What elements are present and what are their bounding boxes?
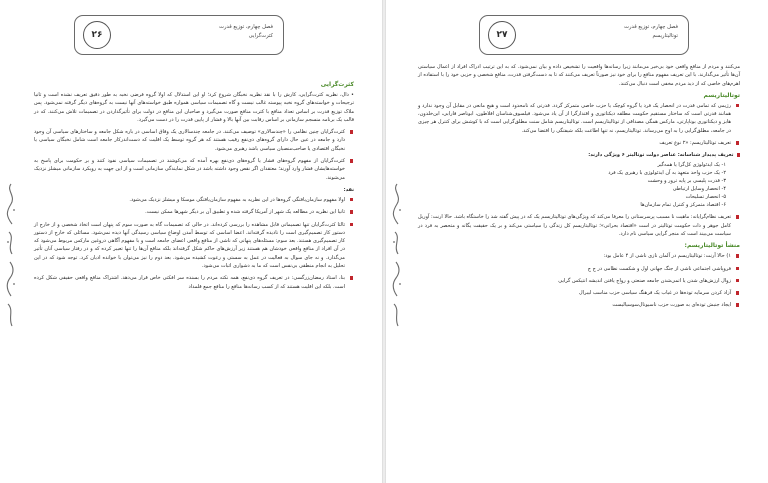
bullet-item: تعریف توتالیتاریسم: «۲ نوع تعریف [418, 139, 740, 147]
paragraph: می‌کنند و مردم از منافع واقعی خود بی‌خبر می‌مانند زیرا رسانه‌ها واقعیت را تشخیص داده و بیان نمی‌شود. که به این ترتیب ادراک افراد از اعمال سیاستی آن‌ها تأثیر می‌گذارند. با این تعریف مفهوم منافع را برای خود نیز صورتاً تعریف می‌کنند که تا به دست‌گرفتن قدرت، منافع شخصی و حزبی خود را با استفاده از اهرم‌های خاصی که از دید مردم مخفی است دنبال می‌کنند. [418, 64, 740, 87]
bullet-item: کثرت‌گرایان چنین نظامی را «چندسالاری» توصیف می‌کنند. در جامعه چندسالاری یک وفاق اساسی در باره شکل جامعه و ساختارهای سیاسی آن وجود دارد و جامعه در عین حال دارای گروه‌های ذی‌نفع رقیب هستند که هر گروه توسط یک اقلیت که دست‌اندرکار جامعه است شامل نخبگان سیاسی یا نخبگان اقتصادی یا صاحب‌منصبان سیاسی باشد رهبری می‌شود. [34, 128, 354, 153]
bullet-item: ثالثا کثرت‌گرایان تنها تصمیماتی قابل مشاهده را بررسی کرده‌اند. در حالی که تصمیمات گاه به صورت سوم که پنهان است اتخاذ شخصی و از خارج از دستور کار تصمیم‌گیری است را نادیده گرفته‌اند. اعضا اساسی که توسط آمدن اوضاع سیاسی رسیدگی آنها دیده نمی‌شود. مسائلی که خارج از دستور کار تصمیم‌گیری هستند. بعد سوم: مسئله‌های پنهانی که ناشی از منافع واقعی اعضای جامعه است و با مفهوم آگاهی دروغین مارکس مربوط می‌شود که در آن افراد از منافع واقعی خودشان هم هستند زیر آرزش‌های حاکم شکل گرفته‌اند بلکه منافع آن‌ها را تنها تعبیر کرده که و در رفتار سیاسی آنان تأثیر می‌گذارد. و نه جای سوال به فعالیت در عمل به سستی و رعوت کشیده می‌شود. بعد دوم را نیز می‌توان با خوانده ادیان کرد. توجه شود که در این تحلیل به انجام منطقی بی‌نفس است که ما به دشواری اثبات می‌شود. [34, 221, 354, 271]
header-text [624, 23, 678, 41]
bullet-item: تعریف نظام‌گرایانه: ماهیت نا مسبب پرسرستانی را معرفا می‌کند که ویژگی‌های توتالیتاریسم یک که در پیش گفته شد را خاستگاه باشد. حالا ارنت: آوریل کامل جوهر و ذات حکومت توتالیتر در است «اقتصاد بحرانی»؛ توتالیتاریسم کل زندگی را سیاستی می‌کند و بر یک حقیقت یگانه و متحصر به فرد در سیاست می‌بیند است که منجر گرایی سیاسی نام دارد. [418, 213, 740, 238]
page-number: ۲۶ [83, 21, 111, 49]
definition-label [418, 151, 740, 159]
critique-label: نقد: [343, 186, 354, 193]
chapter-title: فصل چهارم، توزیع قدرت [219, 24, 273, 30]
bullet-item: رژیمی که تمامی قدرت در انحصار یک فرد یا گروه کوچک یا حزب خاصی متمرکز گردد. قدرتی که نامحدود است و هیچ مانعی در مقابل آن وجود ندارد و همانند قدرتی است که ساختار مستقیم حکومت مطلقه دیکتاتوری و اقتدارگرا از آن یاد می‌شود. فیلسوف‌شناسان افلاطون، ابوناصر فارابی، ابن‌خلدون، هابز و دیکتاتوری بوناپارتی، مارکس همگی مصداقی از توتالیتاریسم است. توتالیتاریسم شامل سنت مطلق‌گرایی است که با کوشش برای کنترل هر چیزی در جامعه، مطلق‌گرایی را به اوج می‌رساند. توتالیتاریسم، نه تنها اطاعت بلکه شیفتگی را اقتضا می‌کند. [418, 102, 740, 135]
page-header [479, 15, 689, 55]
page-body [418, 63, 740, 314]
bullet-item: کثرت‌گرایان از مفهوم گروه‌های فشار یا گروه‌های ذی‌نفع بهره آمده که می‌کوشند در تصمیمات سیاسی نفوذ کنند و بر حکومت برای پاسخ به خواسته‌هایشان فشار وارد آورند؛ معتقدان اگر نقص وجود داشته باشد در شکل نمایندگی سازمانی است و از این جهت به رویکرد سازمانی میشلز نزدیک می‌شوند. [34, 157, 354, 182]
numbered-list [418, 161, 740, 209]
bullet-marker [737, 153, 741, 157]
right-page [386, 0, 768, 483]
paragraph: • دال، نظریه کثرت‌گرایی، کارش را با نقد نظریه نخبگان شروع کرد؛ او این استدلال که اولا گروه فرضی نخبه به طور دقیق تعریف نشده است و ثانیا ترجیحات و خواسته‌های گروه نخبه پیوسته غالب نیست و گاه تصمیمات سیاسی همواره طبق خواسته‌های آنها نیست به گروه‌های دیگر گرفته نمی‌شود. پس ملاک توزیع قدرت بر اساس تعداد منافع با کثرت منافع صورت می‌گیرد و صاحبان این منافع در دولت برای تأثیرگذاردن در تصمیمات تلاش می‌کنند. که در قالب یک برنامه منسجم سازمانی بر اساس رقابت بین آنها بالا و فشار از پایین قدرت را در دست می‌گیرد. [34, 92, 354, 123]
bullet-item: ایجاد جنبش توده‌ای به صورت حزب ناسیونال‌سوسیالیست [418, 301, 740, 309]
list-item: ۳- قدرت پلیسی بر پایه ترور و وحشت [647, 178, 726, 185]
section-title: کثرت‌گرایی [320, 81, 354, 88]
bullet-item: ۱) حالا آرنت: توتالیتاریسم در آلمان نازی ناشی از ۴ عامل بود: [418, 252, 740, 260]
list-item: ۱- یک ایدئولوژی کل‌گرا یا همه‌گیر [657, 162, 726, 169]
bullet-item: آزاد کردن سرمایه توده‌ها در غیاب یک فرهنگ سیاسی حزب مناسب لیبرال [418, 289, 740, 297]
header-text [219, 23, 273, 41]
section-header: کثرت‌گرایی [248, 33, 273, 39]
section-title: توتالیتاریسم [703, 91, 740, 99]
list-item: ۲- یک حزب واحد متعهد به آن ایدئولوژی با رهبری یک فرد [608, 170, 726, 177]
bullet-item: بنا، استاد رمضان‌زرگسی: در تعریف گروه ذی‌نفع، همه نکته مردم را بسنده سر افکتی خاص قرار می‌دهد. اشتراک منافع واقعی حقیقی شکل کرده است. بلکه این اقلیت هستند که از کسب رسانه‌ها منافع را منافع جمع قلمداد [34, 274, 354, 291]
bullet-item: زوال ارزش‌های شدن یا اتمی‌شدن جامعه صنعتی و رواج یافتن اندیشه انتیکس گرایی [418, 277, 740, 285]
page-number: ۲۷ [488, 21, 516, 49]
chapter-title: فصل چهارم، توزیع قدرت [624, 24, 678, 30]
section-header: توتالیتاریسم [652, 33, 678, 39]
list-item: ۴- انحصار وسایل ارتباطی [672, 186, 726, 193]
bullet-item: فروپاشی اجتماعی ناشی از جنگ جهانی اول و شکست نظامی در ج ج [418, 265, 740, 273]
margin-calligraphy [4, 180, 18, 330]
definition-label-text: تعریف پدیدار شناسانه: عناصر دولت توتالیتر ۶ ویژگی دارند: [588, 152, 734, 159]
margin-calligraphy [390, 180, 404, 330]
bullet-item: اولا مفهوم سازمان‌یافتگی گروه‌ها در این نظریه به مفهوم سازمان‌یافتگی موسکا و میشلز نزدیک می‌شود. [34, 196, 354, 204]
page-header [74, 15, 284, 55]
page-body [34, 78, 354, 295]
bullet-item: ثانیا این نظریه در مطالعه یک شهر از آمریکا گرفته شده و تطبیق آن بر دیگر شهرها ممکن نیست. [34, 208, 354, 216]
list-item: ۵- انحصار تسلیحات [685, 194, 726, 201]
left-page [0, 0, 382, 483]
subsection-title: منشأ توتالیتاریسم: [684, 242, 740, 250]
list-item: ۶- اقتصاد متمرکز و کنترل تمام سازمان‌ها [640, 202, 726, 209]
